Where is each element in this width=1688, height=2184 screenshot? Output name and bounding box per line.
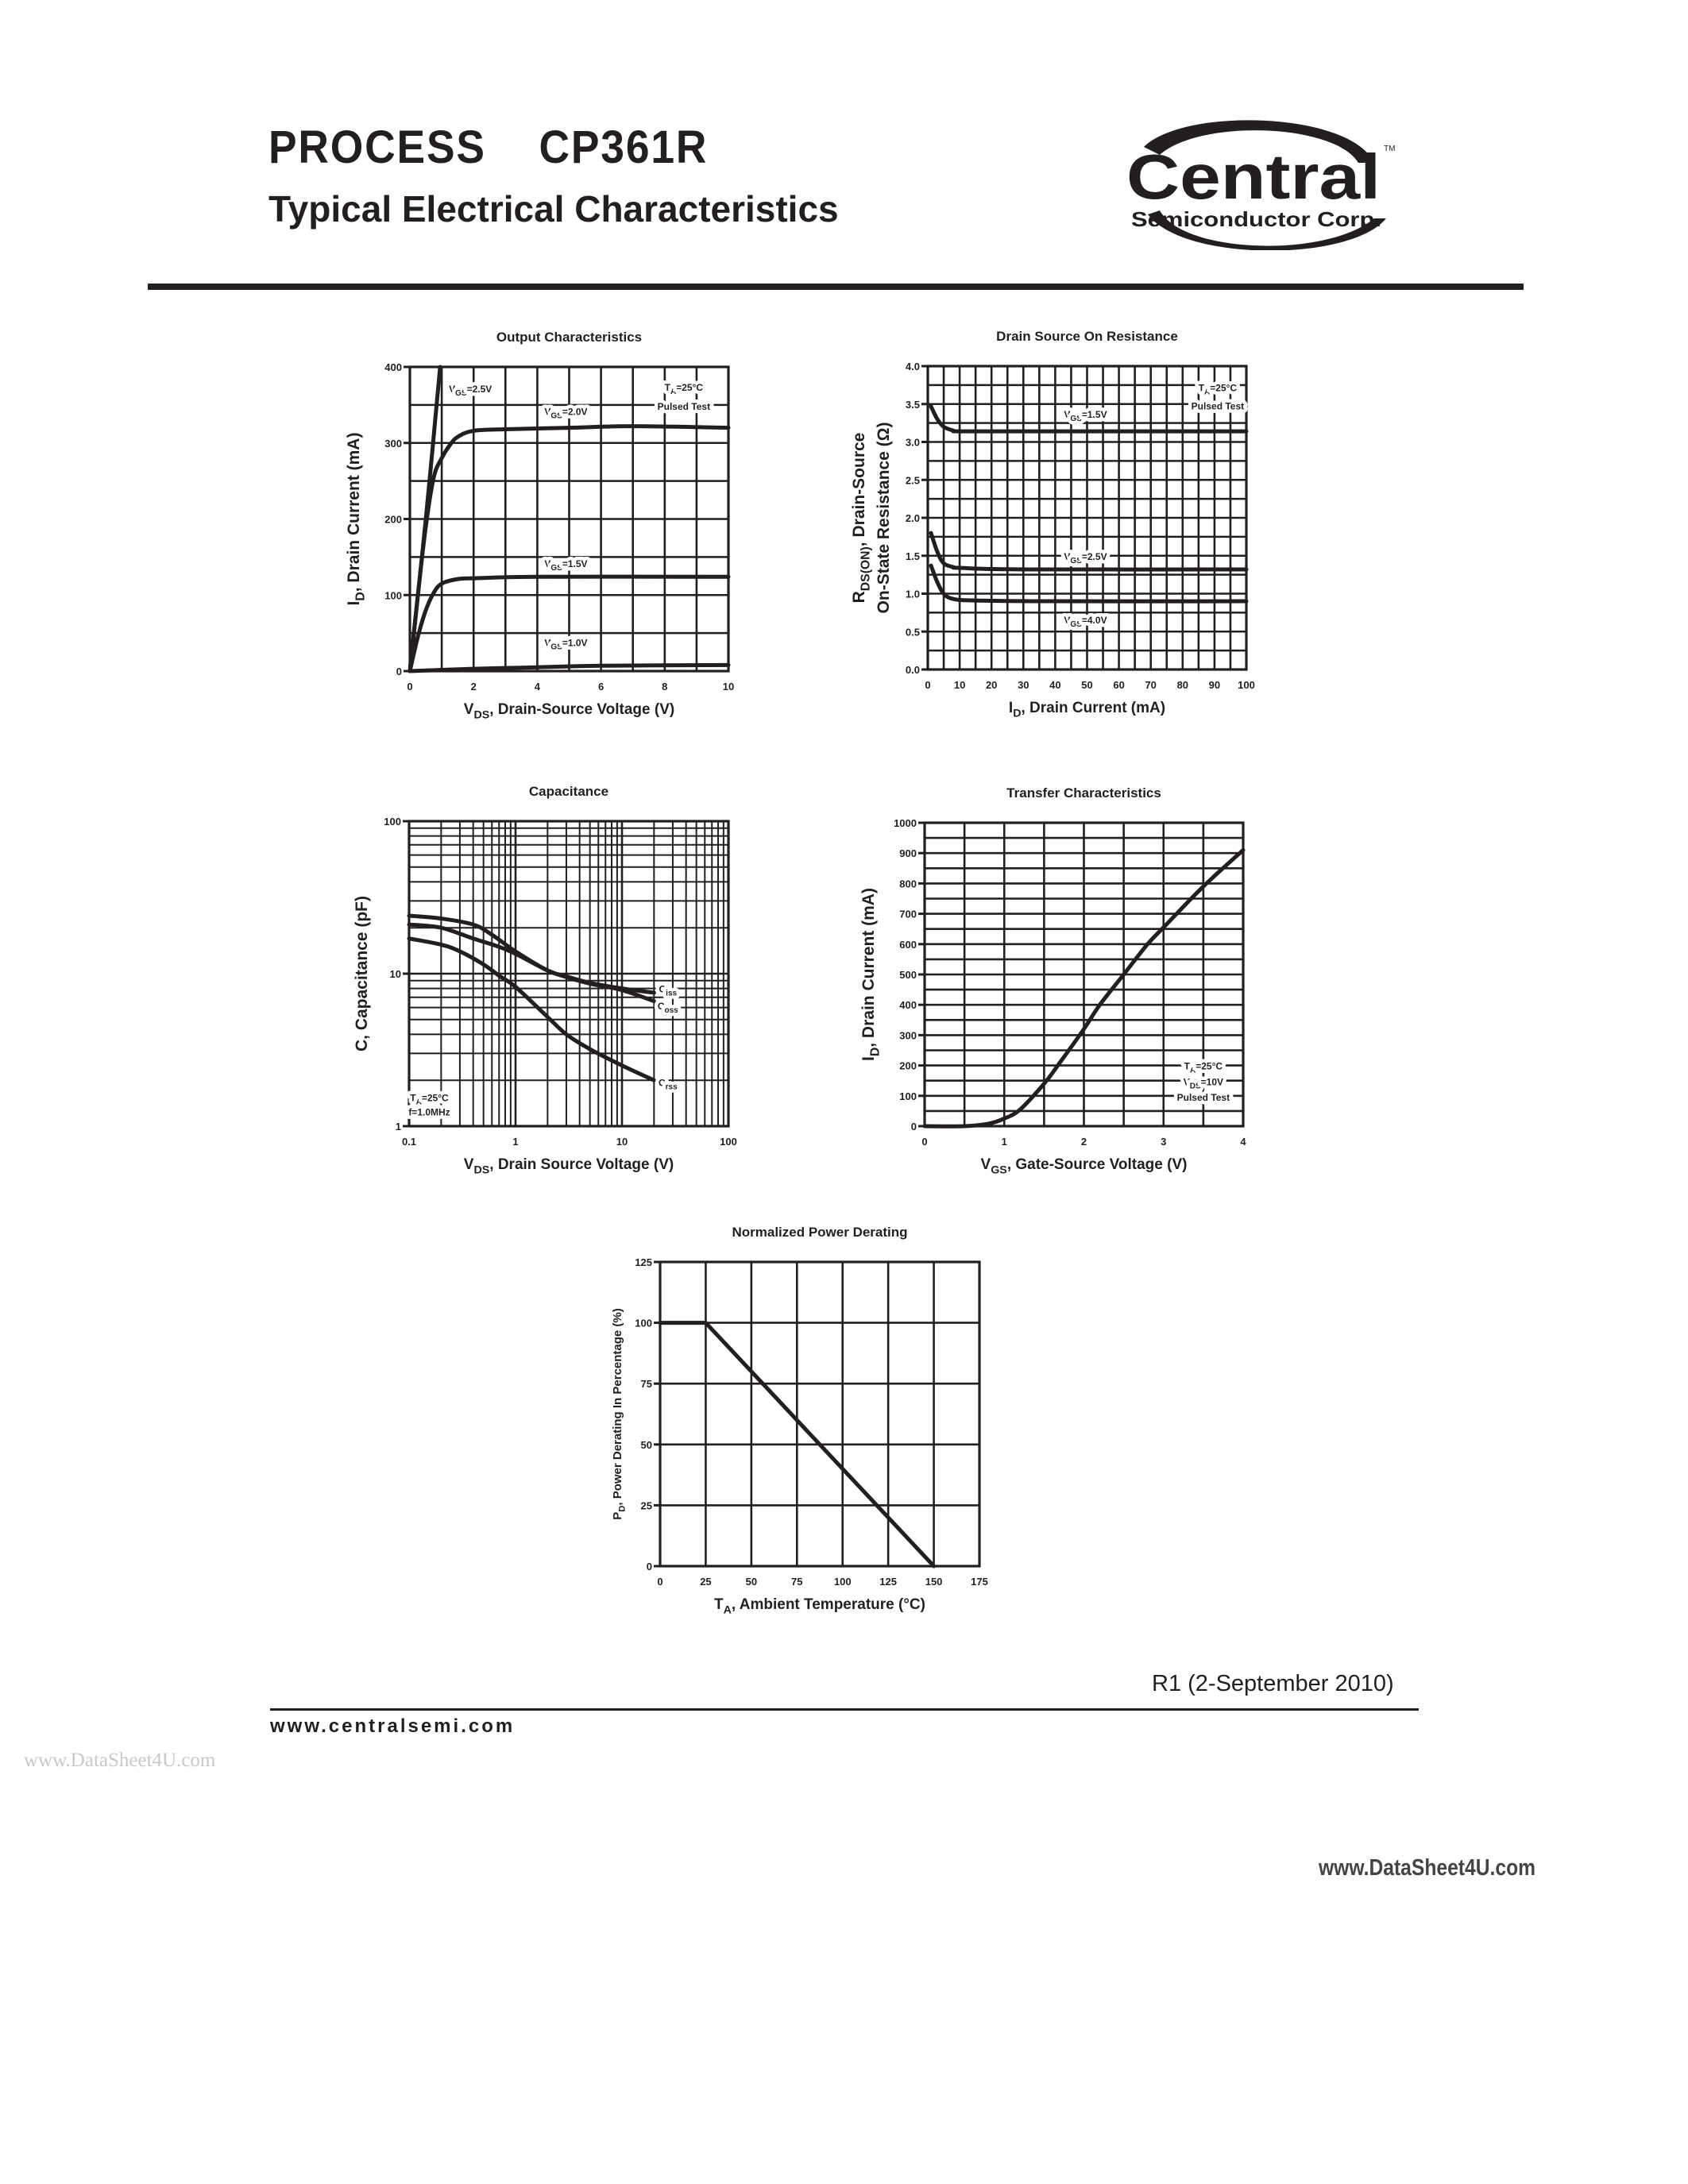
chart-5	[611, 1225, 988, 1617]
footer-divider	[270, 1708, 1419, 1711]
subscript: A	[670, 387, 677, 396]
annotation-text: f=1.0MHz	[408, 1106, 450, 1118]
x-axis-label	[981, 1156, 1188, 1177]
y-axis-label	[875, 423, 893, 614]
annotation	[1192, 401, 1244, 412]
grid	[409, 821, 728, 1126]
y-tick-label: 4.0	[905, 361, 920, 372]
annotation-text: =2.5V	[1081, 550, 1107, 562]
annotation-text: V	[544, 406, 551, 418]
subscript: DS(ON)	[859, 546, 873, 592]
chart-title: Capacitance	[528, 784, 609, 799]
y-tick-label: 0	[910, 1121, 917, 1133]
page-subtitle: Typical Electrical Characteristics	[268, 188, 839, 230]
y-axis-label	[859, 888, 882, 1061]
y-tick-label: 300	[899, 1029, 917, 1042]
y-tick-label: 0.5	[905, 626, 920, 639]
annotation-text: =25°C	[1196, 1060, 1223, 1072]
subscript: A	[1190, 1066, 1196, 1075]
y-tick-label: 100	[384, 589, 402, 602]
label-text: , Drain-Source Voltage (V)	[489, 701, 675, 718]
y-tick-label: 400	[899, 999, 917, 1012]
x-tick-label: 50	[745, 1576, 758, 1588]
x-tick-label: 1	[512, 1136, 519, 1148]
annotation-text: =25°C	[1210, 382, 1238, 394]
y-tick-label: 100	[899, 1090, 917, 1102]
x-tick-label: 10	[953, 679, 966, 691]
annotation	[659, 1077, 678, 1091]
x-tick-label: 100	[833, 1576, 852, 1588]
watermark-right[interactable]: www.DataSheet4U.com	[1319, 1855, 1536, 1881]
x-tick-label: 150	[925, 1576, 943, 1588]
subscript: GS	[1070, 415, 1082, 424]
x-tick-label: 100	[720, 1136, 737, 1148]
x-tick-label: 10	[722, 681, 735, 693]
y-tick-label: 1.0	[905, 588, 920, 600]
x-tick-label: 10	[616, 1136, 628, 1148]
x-tick-label: 4	[1240, 1136, 1246, 1148]
label-text: , Drain Source Voltage (V)	[489, 1156, 674, 1173]
chart-2	[850, 329, 1255, 720]
y-tick-label: 100	[384, 816, 401, 828]
y-tick-label: 200	[899, 1059, 917, 1072]
watermark-left: www.DataSheet4U.com	[24, 1750, 216, 1771]
subscript: D	[353, 592, 368, 601]
logo-tm: TM	[1384, 145, 1396, 153]
annotation-text: T	[664, 381, 671, 393]
x-axis-label	[464, 1156, 674, 1177]
y-tick-label: 10	[389, 968, 401, 980]
subscript: A	[415, 1098, 422, 1107]
y-tick-label: 500	[899, 969, 917, 981]
y-tick-label: 600	[899, 938, 917, 951]
x-tick-label: 175	[971, 1576, 988, 1588]
annotation	[544, 407, 587, 421]
subscript: GS	[550, 642, 562, 652]
label-text: V	[980, 1156, 991, 1173]
logo-brand: Central	[1126, 141, 1381, 212]
annotation-text: V	[544, 558, 551, 570]
annotation-text: V	[1064, 614, 1071, 626]
y-tick-label: 2.0	[905, 512, 920, 524]
x-tick-label: 3	[1161, 1136, 1167, 1148]
x-tick-label: 1	[1001, 1136, 1007, 1148]
x-tick-label: 100	[1238, 679, 1255, 691]
label-text: V	[463, 701, 474, 718]
x-tick-label: 20	[985, 679, 998, 691]
x-tick-label: 70	[1145, 679, 1157, 691]
annotation-text: C	[658, 1077, 666, 1089]
x-tick-label: 0	[657, 1576, 663, 1588]
x-tick-label: 0.1	[401, 1136, 417, 1148]
x-tick-label: 90	[1208, 679, 1221, 691]
x-tick-label: 0	[925, 679, 931, 691]
x-tick-label: 4	[534, 681, 541, 693]
annotation-text: V	[544, 637, 551, 649]
x-tick-label: 80	[1176, 679, 1189, 691]
label-text: , Power Derating In Percentage (%)	[611, 1308, 624, 1506]
annotation-text: =25°C	[421, 1092, 449, 1104]
x-tick-label: 2	[470, 681, 477, 693]
x-tick-label: 8	[662, 681, 668, 693]
process-label: PROCESS	[268, 122, 486, 173]
plot-frame	[660, 1262, 979, 1566]
annotation-text: T	[1198, 382, 1205, 394]
annotation	[449, 384, 492, 398]
label-text: , Drain Current (mA)	[1021, 700, 1166, 716]
y-axis-label	[345, 433, 367, 606]
y-tick-label: 125	[635, 1256, 652, 1268]
annotation	[408, 1106, 450, 1117]
y-tick-label: 3.0	[905, 436, 920, 449]
y-tick-label: 0.0	[905, 664, 920, 676]
annotation-text: Pulsed Test	[657, 400, 711, 412]
part-number: CP361R	[539, 122, 709, 173]
x-tick-label: 6	[597, 681, 605, 693]
x-tick-label: 2	[1080, 1136, 1087, 1148]
annotation-text: C	[659, 983, 666, 995]
subscript: DS	[1189, 1082, 1201, 1091]
y-tick-label: 0	[646, 1561, 652, 1572]
annotation-text: =25°C	[676, 381, 704, 393]
y-tick-label: 1.5	[905, 550, 920, 562]
annotation-text: Pulsed Test	[1191, 400, 1245, 412]
x-axis-label	[714, 1596, 925, 1617]
subscript: A	[723, 1603, 732, 1617]
annotation-text: =2.0V	[562, 406, 588, 418]
subscript: D	[868, 1047, 883, 1057]
y-tick-label: 100	[635, 1317, 652, 1329]
y-tick-label: 2.5	[905, 474, 920, 487]
website-link[interactable]: www.centralsemi.com	[270, 1715, 516, 1737]
x-tick-label: 0	[407, 681, 413, 693]
annotation	[544, 558, 587, 573]
x-tick-label: 60	[1113, 679, 1125, 691]
annotation	[544, 638, 587, 652]
y-tick-label: 400	[384, 361, 402, 373]
y-axis-label	[850, 433, 872, 604]
y-tick-label: 50	[640, 1438, 652, 1451]
x-tick-label: 30	[1018, 679, 1029, 691]
annotation-text: Pulsed Test	[1176, 1091, 1230, 1103]
y-axis-label	[611, 1308, 628, 1520]
label-text: I	[859, 1056, 878, 1061]
chart-title: Transfer Characteristics	[1006, 785, 1161, 801]
annotation-text: =1.5V	[1081, 409, 1107, 421]
annotation	[659, 984, 678, 998]
subscript: A	[1204, 388, 1211, 397]
subscript: DS	[473, 1163, 490, 1177]
label-text: , Gate-Source Voltage (V)	[1006, 1156, 1188, 1173]
annotation-text: =1.0V	[562, 637, 588, 649]
label-text: V	[463, 1156, 474, 1173]
annotation-text: V	[449, 383, 456, 395]
y-tick-label: 1	[395, 1121, 401, 1133]
logo-tagline: Semiconductor Corp.	[1131, 207, 1381, 231]
label-text: I	[345, 600, 363, 606]
chart-3	[353, 784, 737, 1177]
subscript: GS	[1070, 619, 1082, 629]
annotation	[410, 1092, 449, 1106]
subscript: D	[617, 1505, 628, 1512]
subscript: GS	[550, 411, 562, 421]
subscript: GS	[550, 564, 562, 573]
chart-title: Drain Source On Resistance	[996, 329, 1178, 344]
x-tick-label: 75	[791, 1576, 803, 1588]
label-text: , Drain Current (mA)	[859, 888, 878, 1048]
y-tick-label: 200	[384, 513, 402, 526]
annotation-text: =1.5V	[562, 558, 588, 570]
annotation-text: =2.5V	[466, 383, 492, 395]
chart-1	[345, 330, 734, 722]
y-axis-label	[353, 896, 371, 1051]
grid	[660, 1262, 979, 1566]
y-tick-label: 25	[640, 1499, 652, 1512]
x-tick-label: 0	[921, 1136, 928, 1148]
subscript: iss	[666, 989, 678, 998]
subscript: GS	[991, 1163, 1007, 1177]
y-tick-label: 0	[396, 666, 402, 677]
y-tick-label: 1000	[894, 817, 917, 829]
chart-4	[859, 785, 1246, 1177]
y-tick-label: 700	[899, 908, 917, 920]
label-text: R	[850, 591, 868, 604]
y-tick-label: 800	[899, 878, 917, 890]
y-tick-label: 3.5	[905, 398, 920, 411]
label-text: I	[1008, 700, 1014, 716]
annotation	[658, 401, 710, 412]
chart-title: Normalized Power Derating	[732, 1225, 908, 1240]
subscript: rss	[665, 1082, 678, 1092]
label-text: C, Capacitance (pF)	[353, 895, 371, 1052]
subscript: DS	[473, 708, 490, 722]
subscript: GS	[455, 388, 467, 398]
y-tick-label: 75	[640, 1378, 652, 1391]
annotation-text: V	[1064, 409, 1071, 421]
x-axis-label	[464, 701, 674, 722]
chart-title: Output Characteristics	[496, 330, 643, 345]
y-tick-label: 300	[384, 437, 402, 450]
x-tick-label: 25	[700, 1576, 712, 1588]
x-tick-label: 50	[1081, 679, 1093, 691]
subscript: GS	[1070, 556, 1082, 565]
x-axis-label	[1009, 700, 1165, 720]
label-text: , Drain-Source	[850, 432, 868, 547]
subscript: D	[1013, 707, 1022, 720]
annotation-text: T	[1184, 1060, 1191, 1072]
annotation-text: V	[1064, 550, 1071, 562]
y-tick-label: 900	[899, 847, 917, 860]
label-text: , Ambient Temperature (°C)	[731, 1596, 925, 1613]
label-text: On-State Resistance (Ω)	[875, 422, 893, 614]
subscript: oss	[664, 1005, 678, 1015]
label-text: , Drain Current (mA)	[345, 432, 363, 592]
annotation	[658, 1001, 678, 1015]
revision-text: R1 (2-September 2010)	[1152, 1671, 1394, 1696]
annotation-text: C	[657, 1000, 665, 1012]
annotation-text: V	[1183, 1076, 1190, 1088]
x-tick-label: 125	[879, 1576, 897, 1588]
annotation-text: T	[410, 1092, 416, 1104]
label-text: P	[611, 1511, 624, 1520]
label-text: T	[714, 1596, 724, 1613]
grid	[925, 823, 1243, 1126]
annotation-text: =10V	[1200, 1076, 1224, 1088]
annotation-text: =4.0V	[1081, 614, 1107, 626]
x-tick-label: 40	[1049, 679, 1061, 691]
annotation	[1177, 1092, 1230, 1103]
